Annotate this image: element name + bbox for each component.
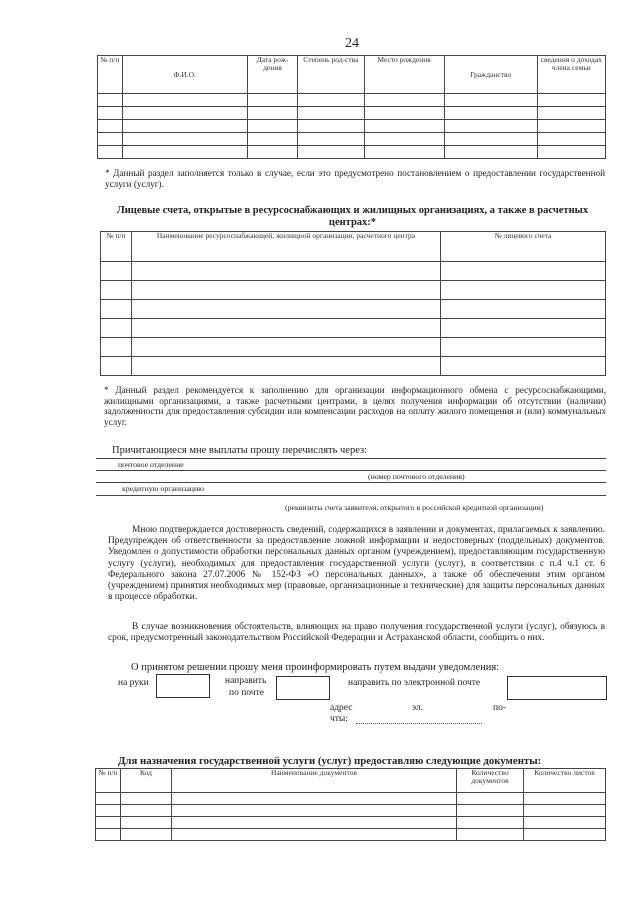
- email-address-label-1: адрес: [330, 703, 353, 713]
- by-email-label: направить по электронной почте: [348, 678, 481, 688]
- by-mail-label-line-2: по почте: [229, 688, 264, 698]
- in-hand-checkbox[interactable]: [156, 674, 210, 698]
- accounts-table: [100, 231, 606, 376]
- col-header-kinship: Степень род-ства: [298, 56, 364, 94]
- col-header-income: сведения о доходах члена семьи: [537, 56, 605, 94]
- table-row: [98, 146, 606, 159]
- col-header-number: № п/п: [98, 56, 123, 94]
- table-row: [101, 281, 606, 300]
- col-header-doc-count: Количество документов: [457, 769, 524, 793]
- col-header-birthdate: Дата рож-дения: [247, 56, 297, 94]
- by-mail-checkbox[interactable]: [276, 676, 330, 700]
- col-header-account: № лицевого счета: [441, 232, 606, 262]
- post-number-line: [96, 482, 606, 483]
- table-row: [96, 829, 606, 841]
- table-row: [96, 805, 606, 817]
- note-2: * Данный раздел рекомендуется к заполнению для организации информационного обмена с ресурсоснабжающими, жилищными организациями, а также расчетными центрами, в целях получения информации об отсутствии (наличии) задолженности для предоставления субсидии или компенсации расходов на оплату жилого помещения и (или) коммунальных услуг.: [104, 385, 606, 427]
- table-header-row: [101, 232, 606, 262]
- col-header-number: № п/п: [96, 769, 121, 793]
- table-row: [98, 133, 606, 146]
- col-header-birthplace: Место рождения: [364, 56, 444, 94]
- payments-top-line: [96, 458, 606, 459]
- payments-title: Причитающиеся мне выплаты прошу перечислять через:: [112, 445, 368, 456]
- table-header-row: [98, 56, 606, 94]
- email-address-label-4: чты:: [330, 714, 348, 724]
- credit-org-label: кредитную организацию: [122, 484, 204, 493]
- table-row: [101, 300, 606, 319]
- col-header-number: № п/п: [101, 232, 132, 262]
- col-header-organization: Наименование ресурсоснабжающей, жилищной организации, расчетного центра: [132, 232, 441, 262]
- documents-table: [95, 768, 606, 841]
- requisites-caption: (реквизиты счета заявителя, открытого в российской кредитной организации): [285, 503, 544, 512]
- notification-title: О принятом решении прошу меня проинформировать путем выдачи уведомления:: [131, 662, 500, 673]
- email-address-label-2: эл.: [412, 703, 424, 713]
- post-number-caption: (номер почтового отделения): [368, 472, 465, 481]
- confirmation-paragraph-1: Мною подтверждается достоверность сведений, содержащихся в заявлении и документах, прилагаемых к заявлению. Предупрежден об ответственности за предоставление ложной информации и недостоверных (поддельных) документов. Уведомлен о допустимости обработки персональных данных органом (учреждением), предоставляющим государственную услугу (услуги), необходимых для предоставления государственной услуги (услуг), в соответствии с п.4 ч.1 ст. 6 Федерального закона 27.07.2006 № 152-ФЗ «О персональных данных», а также об обеспечении этим органом (учреждением) принятия необходимых мер (правовые, организационные и технические) для защиты персональных данных в процессе обработки.: [108, 525, 605, 603]
- col-header-citizenship: Гражданство: [444, 56, 537, 94]
- by-email-checkbox[interactable]: [507, 676, 607, 700]
- table-header-row: [96, 769, 606, 793]
- table-row: [101, 319, 606, 338]
- table-row: [101, 357, 606, 376]
- credit-org-line: [96, 495, 606, 496]
- table-row: [98, 120, 606, 133]
- email-address-field[interactable]: [356, 723, 482, 724]
- email-address-label-3: по-: [493, 703, 506, 713]
- post-office-line: [96, 470, 606, 471]
- col-header-fio: Ф.И.О.: [122, 56, 247, 94]
- documents-heading: Для назначения государственной услуги (услуг) предоставляю следующие документы:: [118, 755, 542, 767]
- post-office-label: почтовое отделение: [118, 460, 184, 469]
- col-header-sheet-count: Количество листов: [524, 769, 606, 793]
- page-number: 24: [345, 36, 359, 51]
- col-header-document-name: Наименование документов: [172, 769, 457, 793]
- table-row: [101, 262, 606, 281]
- in-hand-label: на руки: [118, 678, 149, 688]
- table-row: [98, 107, 606, 120]
- table-row: [96, 817, 606, 829]
- col-header-code: Код: [121, 769, 172, 793]
- table-row: [96, 793, 606, 805]
- confirmation-paragraph-2: В случае возникновения обстоятельств, влияющих на право получения государственной услуги (услуг), обязуюсь в срок, предусмотренный законодательством Российской Федерации и Астраханской области, сообщить о них.: [108, 622, 605, 644]
- family-members-table: [97, 55, 606, 159]
- table-row: [101, 338, 606, 357]
- note-1: * Данный раздел заполняется только в случае, если это предусмотрено постановлением о предоставлении государственной услуги (услуг).: [105, 168, 605, 189]
- table-row: [98, 94, 606, 107]
- section-2-heading: Лицевые счета, открытые в ресурсоснабжающих и жилищных организациях, а также в расчетных центрах:*: [116, 205, 589, 228]
- by-mail-label-line-1: направить: [225, 676, 267, 686]
